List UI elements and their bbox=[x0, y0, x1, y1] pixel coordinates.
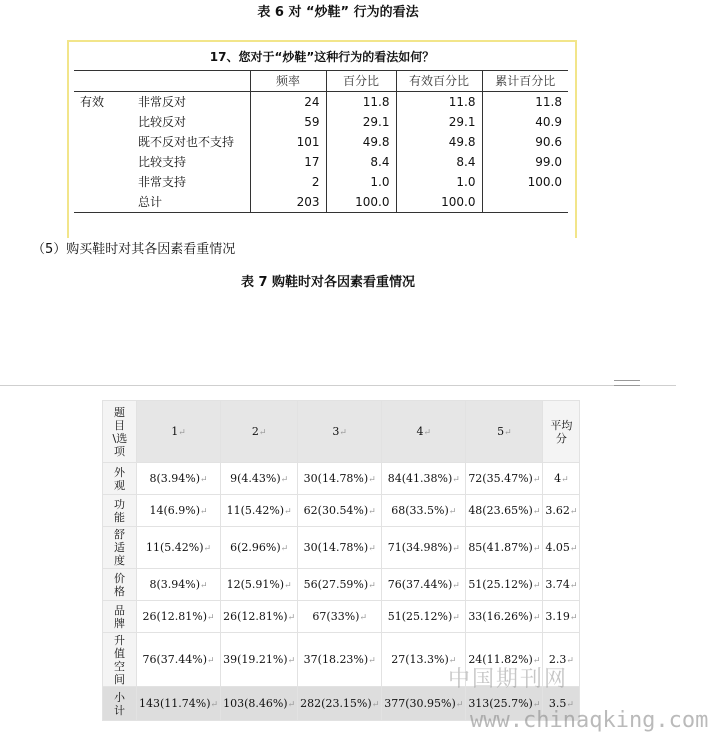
score-cell: 6(2.96%)↵ bbox=[221, 527, 298, 569]
score-cell: 76(37.44%)↵ bbox=[137, 633, 221, 687]
factor-label: 小计 bbox=[114, 690, 125, 717]
table6-row bbox=[74, 192, 568, 213]
cell-valid: 1.0 bbox=[396, 172, 482, 192]
score-cell: 30(14.78%)↵ bbox=[298, 527, 382, 569]
group-label bbox=[74, 192, 132, 213]
cell-pct: 1.0 bbox=[326, 172, 396, 192]
header-freq: 频率 bbox=[250, 71, 326, 92]
table6-row bbox=[74, 172, 568, 192]
score-cell: 72(35.47%)↵ bbox=[466, 463, 543, 495]
factor-label: 升值空间 bbox=[114, 633, 125, 686]
row-label: 总计 bbox=[132, 192, 250, 213]
watermark-url: www.chinaqking.com bbox=[470, 708, 708, 733]
header-cell: 4↵ bbox=[382, 401, 466, 463]
score-cell: 12(5.91%)↵ bbox=[221, 569, 298, 601]
score-cell: 39(19.21%)↵ bbox=[221, 633, 298, 687]
menu-icon[interactable] bbox=[614, 380, 640, 392]
watermark-name: 中国期刊网 bbox=[448, 667, 569, 692]
cell-pct: 29.1 bbox=[326, 112, 396, 132]
score-cell: 313(25.7%)↵ bbox=[466, 687, 543, 721]
score-cell: 282(23.15%)↵ bbox=[298, 687, 382, 721]
score-cell: 51(25.12%)↵ bbox=[382, 601, 466, 633]
factor-label-cell bbox=[103, 463, 137, 495]
score-cell: 103(8.46%)↵ bbox=[221, 687, 298, 721]
score-cell: 67(33%)↵ bbox=[298, 601, 382, 633]
table7-row bbox=[103, 569, 580, 601]
table6-row bbox=[74, 132, 568, 152]
cell-cum: 11.8 bbox=[535, 95, 562, 109]
header-cell: 2↵ bbox=[221, 401, 298, 463]
cell-valid: 29.1 bbox=[396, 112, 482, 132]
row-label: 既不反对也不支持 bbox=[132, 132, 250, 152]
header-percent: 百分比 bbox=[326, 71, 396, 92]
avg-cell: 3.5↵ bbox=[543, 687, 580, 721]
score-cell: 26(12.81%)↵ bbox=[221, 601, 298, 633]
cell-valid: 100.0 bbox=[396, 192, 482, 213]
cell-freq: 2 bbox=[250, 172, 326, 192]
table7-row bbox=[103, 463, 580, 495]
cell-freq: 24 bbox=[250, 92, 326, 113]
cell-freq: 59 bbox=[250, 112, 326, 132]
score-cell: 143(11.74%)↵ bbox=[137, 687, 221, 721]
score-cell: 56(27.59%)↵ bbox=[298, 569, 382, 601]
score-cell: 76(37.44%)↵ bbox=[382, 569, 466, 601]
row-label: 非常反对 bbox=[132, 92, 250, 113]
score-cell: 8(3.94%)↵ bbox=[137, 569, 221, 601]
table7-row bbox=[103, 495, 580, 527]
avg-cell: 3.19↵ bbox=[543, 601, 580, 633]
table6-title: 17、您对于“炒鞋”这种行为的看法如何？ bbox=[209, 50, 435, 64]
group-label bbox=[74, 172, 132, 192]
avg-cell: 4.05↵ bbox=[543, 527, 580, 569]
group-label bbox=[74, 132, 132, 152]
score-cell: 27(13.3%)↵ bbox=[382, 633, 466, 687]
group-label bbox=[74, 152, 132, 172]
table7-header-row bbox=[103, 401, 580, 463]
header-cell: 1↵ bbox=[137, 401, 221, 463]
corner-cell bbox=[103, 401, 137, 463]
score-cell: 48(23.65%)↵ bbox=[466, 495, 543, 527]
score-cell: 33(16.26%)↵ bbox=[466, 601, 543, 633]
cell-valid: 11.8 bbox=[396, 92, 482, 113]
factor-label: 价格 bbox=[114, 571, 125, 598]
factor-label-cell bbox=[103, 569, 137, 601]
header-cell: 5↵ bbox=[466, 401, 543, 463]
table6-caption: 表 6 对 “炒鞋” 行为的看法 bbox=[257, 5, 419, 20]
score-cell: 62(30.54%)↵ bbox=[298, 495, 382, 527]
factor-label: 舒适度 bbox=[114, 528, 125, 567]
cell-valid: 8.4 bbox=[396, 152, 482, 172]
score-cell: 377(30.95%)↵ bbox=[382, 687, 466, 721]
factor-label-cell bbox=[103, 633, 137, 687]
cell-freq: 17 bbox=[250, 152, 326, 172]
cell-cum: 90.6 bbox=[535, 135, 562, 149]
cell-valid: 49.8 bbox=[396, 132, 482, 152]
cell-cum: 40.9 bbox=[535, 115, 562, 129]
table7-caption: 表 7 购鞋时对各因素看重情况 bbox=[240, 275, 416, 290]
score-cell: 8(3.94%)↵ bbox=[137, 463, 221, 495]
cell-pct: 49.8 bbox=[326, 132, 396, 152]
factor-label-cell bbox=[103, 527, 137, 569]
frequency-table bbox=[74, 70, 568, 213]
header-cumulative-percent: 累计百分比 bbox=[482, 71, 568, 92]
avg-cell: 4↵ bbox=[543, 463, 580, 495]
corner-label: 题目\选项 bbox=[112, 405, 128, 458]
row-label: 比较支持 bbox=[132, 152, 250, 172]
group-label: 有效 bbox=[80, 95, 105, 109]
cell-cum bbox=[482, 192, 568, 213]
cell-pct: 8.4 bbox=[326, 152, 396, 172]
cell-freq: 203 bbox=[250, 192, 326, 213]
cell-pct: 11.8 bbox=[326, 92, 396, 113]
score-cell: 84(41.38%)↵ bbox=[382, 463, 466, 495]
table7-row bbox=[103, 601, 580, 633]
factor-label: 外观 bbox=[114, 465, 125, 492]
table6-row bbox=[74, 92, 568, 113]
avg-cell: 3.74↵ bbox=[543, 569, 580, 601]
score-cell: 68(33.5%)↵ bbox=[382, 495, 466, 527]
row-label: 比较反对 bbox=[132, 112, 250, 132]
table6-row bbox=[74, 112, 568, 132]
score-cell: 51(25.12%)↵ bbox=[466, 569, 543, 601]
avg-header-cell: 平均分 bbox=[543, 401, 580, 463]
score-cell: 9(4.43%)↵ bbox=[221, 463, 298, 495]
spss-output-frame bbox=[67, 40, 577, 238]
row-label: 非常支持 bbox=[132, 172, 250, 192]
score-cell: 11(5.42%)↵ bbox=[221, 495, 298, 527]
score-cell: 71(34.98%)↵ bbox=[382, 527, 466, 569]
factor-label: 功能 bbox=[114, 497, 125, 524]
score-cell: 30(14.78%)↵ bbox=[298, 463, 382, 495]
factor-label-cell bbox=[103, 687, 137, 721]
table7-row bbox=[103, 527, 580, 569]
cell-cum: 99.0 bbox=[535, 155, 562, 169]
cell-freq: 101 bbox=[250, 132, 326, 152]
factor-label-cell bbox=[103, 495, 137, 527]
score-cell: 11(5.42%)↵ bbox=[137, 527, 221, 569]
page-break-line bbox=[0, 385, 676, 386]
score-cell: 24(11.82%)↵ bbox=[466, 633, 543, 687]
cell-cum: 100.0 bbox=[527, 175, 562, 189]
score-cell: 26(12.81%)↵ bbox=[137, 601, 221, 633]
header-cell: 3↵ bbox=[298, 401, 382, 463]
factor-label-cell bbox=[103, 601, 137, 633]
group-label bbox=[74, 112, 132, 132]
factor-label: 品牌 bbox=[114, 603, 125, 630]
score-cell: 37(18.23%)↵ bbox=[298, 633, 382, 687]
section-heading: （5）购买鞋时对其各因素看重情况 bbox=[32, 242, 236, 257]
avg-cell: 3.62↵ bbox=[543, 495, 580, 527]
score-cell: 14(6.9%)↵ bbox=[137, 495, 221, 527]
table6-header-row bbox=[74, 71, 568, 92]
cell-pct: 100.0 bbox=[326, 192, 396, 213]
header-valid-percent: 有效百分比 bbox=[396, 71, 482, 92]
score-cell: 85(41.87%)↵ bbox=[466, 527, 543, 569]
table6-row bbox=[74, 152, 568, 172]
avg-cell: 2.3↵ bbox=[543, 633, 580, 687]
